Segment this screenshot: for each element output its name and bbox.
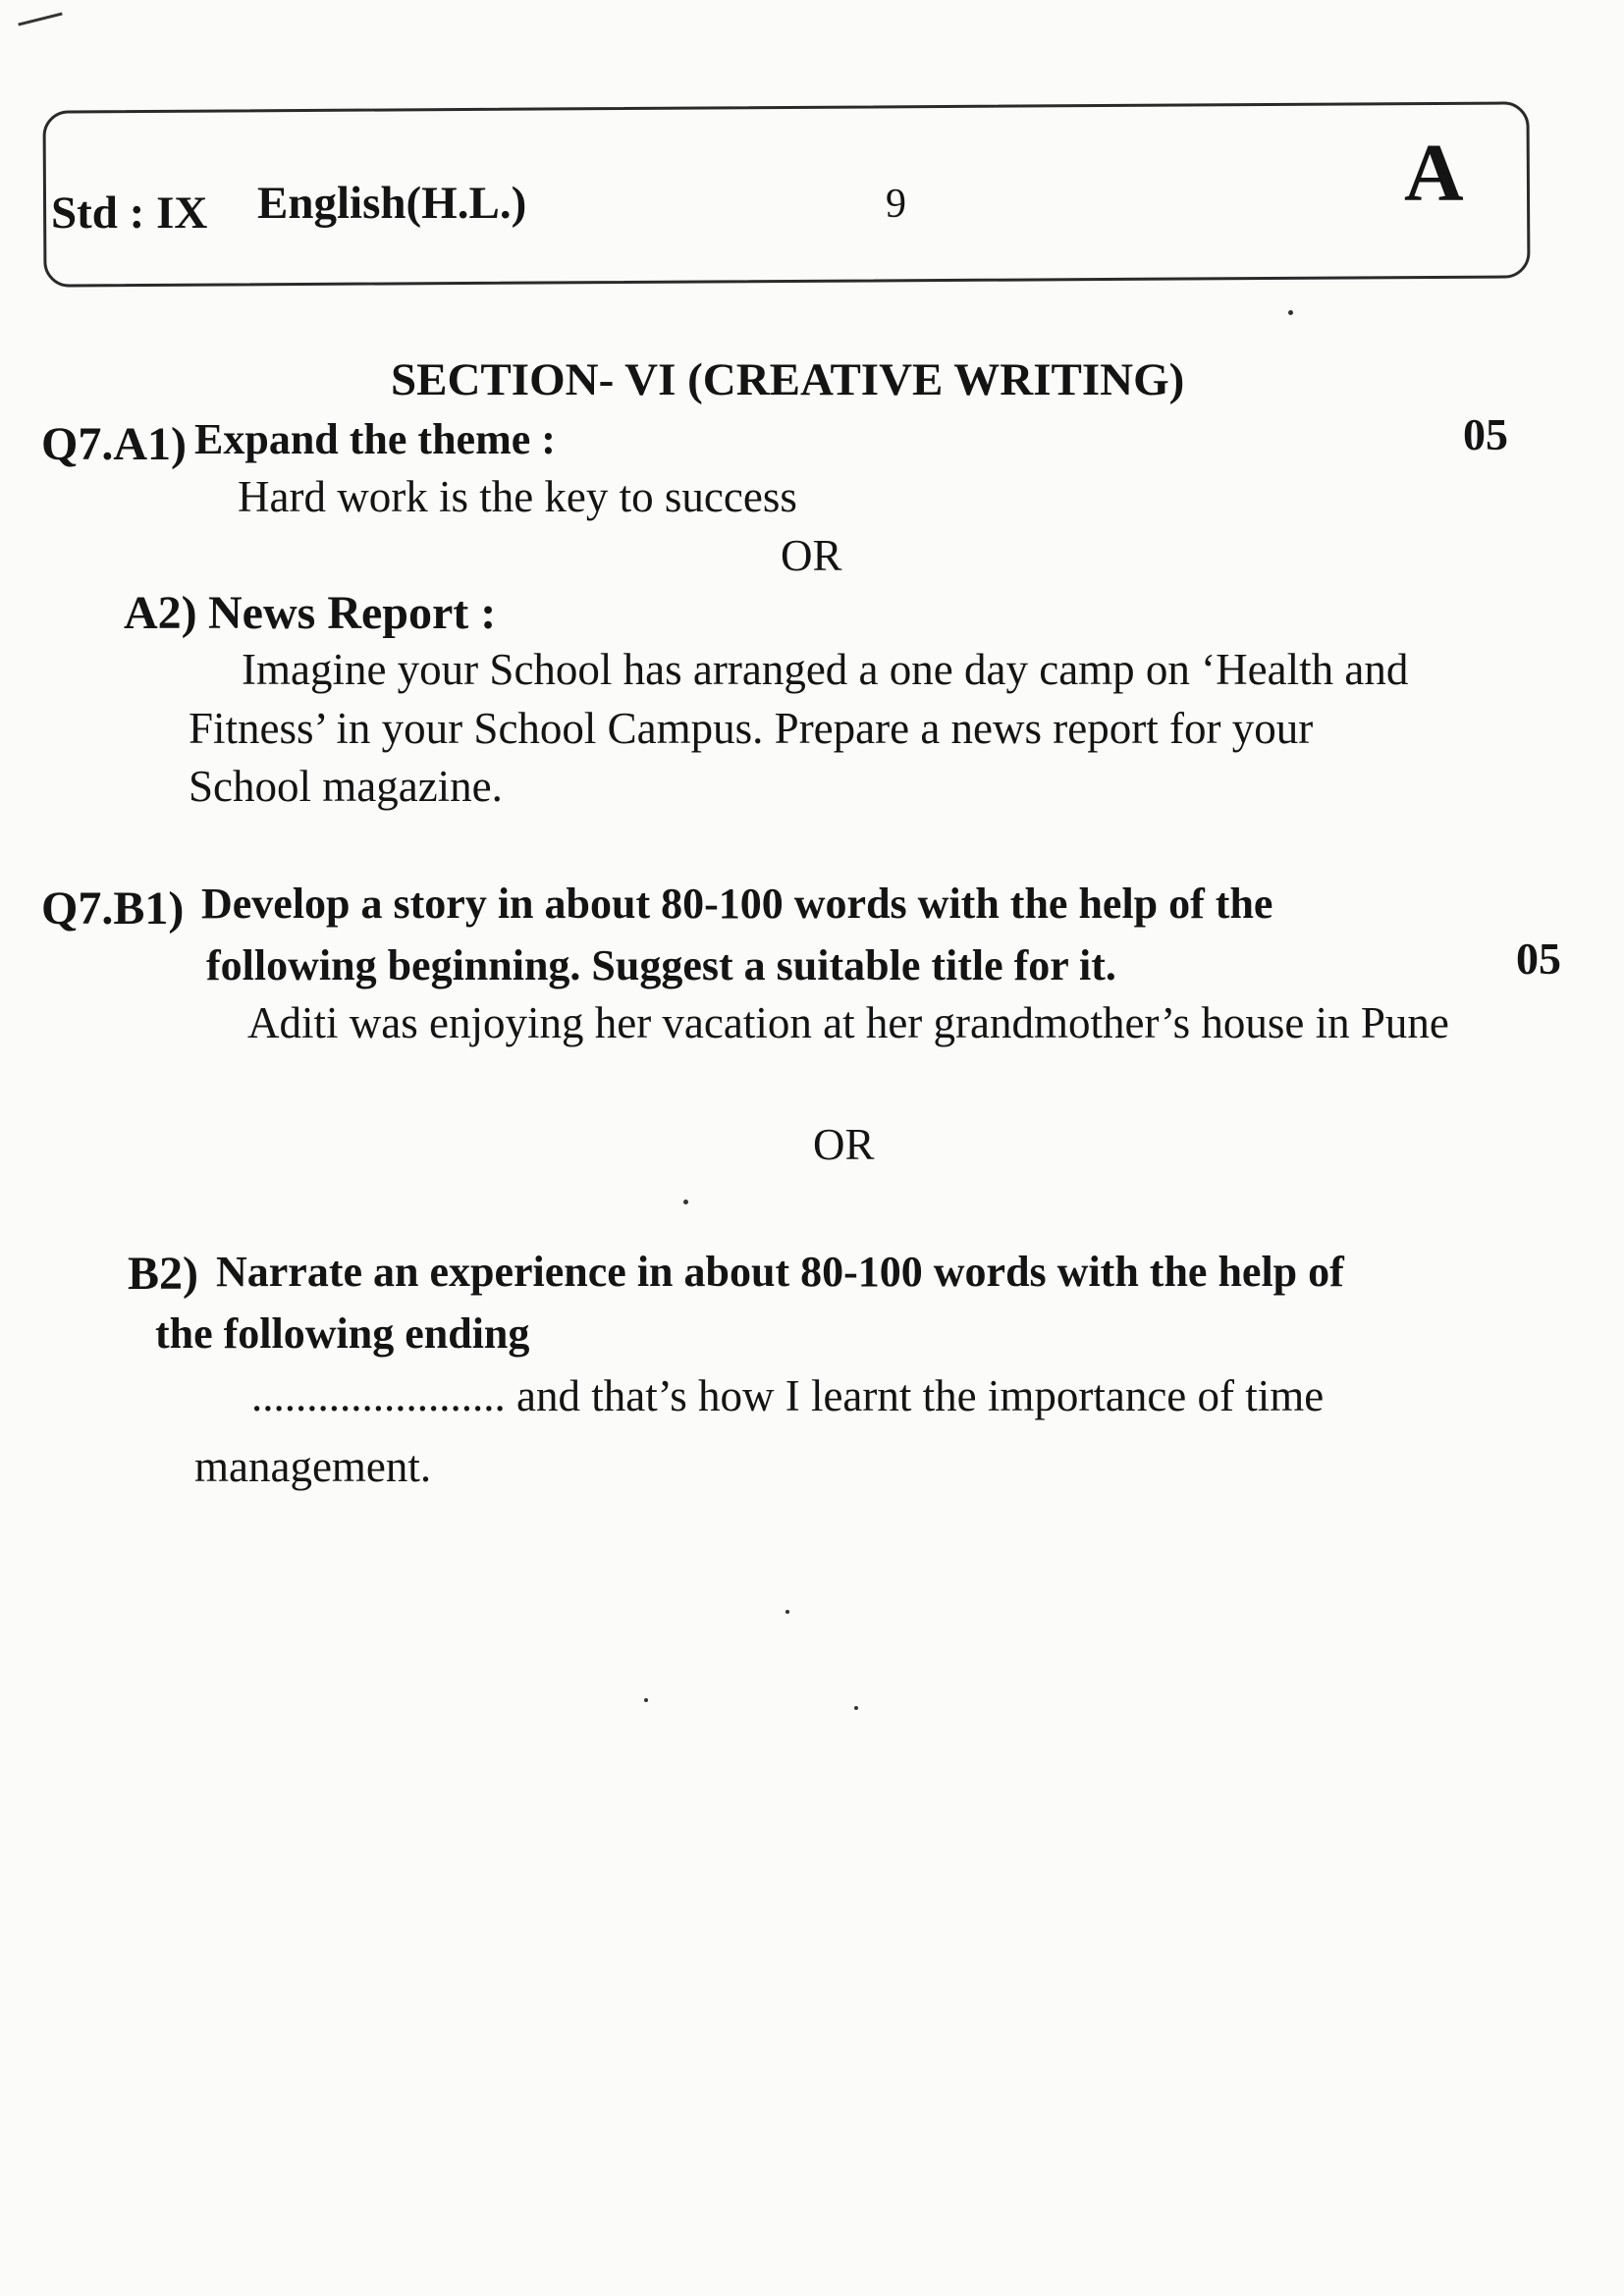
stray-dot <box>644 1698 648 1702</box>
q7a1-number: Q7.A1) <box>41 418 187 470</box>
stray-dot <box>683 1200 688 1204</box>
header-subject: English(H.L.) <box>257 178 527 229</box>
a2-line-2: Fitness’ in your School Campus. Prepare a news report for your <box>189 704 1314 753</box>
q7a1-marks: 05 <box>1463 409 1508 459</box>
stray-dot <box>1288 310 1293 315</box>
a2-number: A2) <box>124 587 197 639</box>
header-set-label: A <box>1404 128 1464 219</box>
corner-scratch-mark <box>18 12 62 26</box>
stray-dot <box>785 1610 789 1614</box>
a2-prompt: News Report : <box>208 587 497 639</box>
a2-line-1: Imagine your School has arranged a one day camp on ‘Health and <box>242 645 1409 694</box>
q7b1-prompt-line-2: following beginning. Suggest a suitable title for it. <box>206 941 1116 989</box>
a2-line-3: School magazine. <box>189 762 503 811</box>
q7b1-text: Aditi was enjoying her vacation at her grandmother’s house in Pune <box>247 998 1449 1047</box>
stray-dot <box>854 1706 858 1710</box>
section-title: SECTION- VI (CREATIVE WRITING) <box>391 354 1185 405</box>
b2-text-line-2: management. <box>194 1442 432 1491</box>
or-separator-1: OR <box>781 531 842 580</box>
q7b1-number: Q7.B1) <box>41 882 185 934</box>
q7b1-marks: 05 <box>1516 934 1561 984</box>
b2-prompt-line-2: the following ending <box>155 1309 530 1358</box>
or-separator-2: OR <box>813 1120 875 1169</box>
q7a1-text: Hard work is the key to success <box>238 472 797 521</box>
q7b1-prompt-line-1: Develop a story in about 80-100 words with the help of the <box>201 880 1273 928</box>
header-page-number: 9 <box>886 182 906 227</box>
b2-prompt-line-1: Narrate an experience in about 80-100 words with the help of <box>216 1248 1344 1296</box>
b2-number: B2) <box>128 1248 198 1300</box>
b2-text-line-1: ....................... and that’s how I learnt the importance of time <box>251 1371 1325 1420</box>
header-std: Std : IX <box>51 187 208 239</box>
q7a1-prompt: Expand the theme : <box>194 415 556 463</box>
